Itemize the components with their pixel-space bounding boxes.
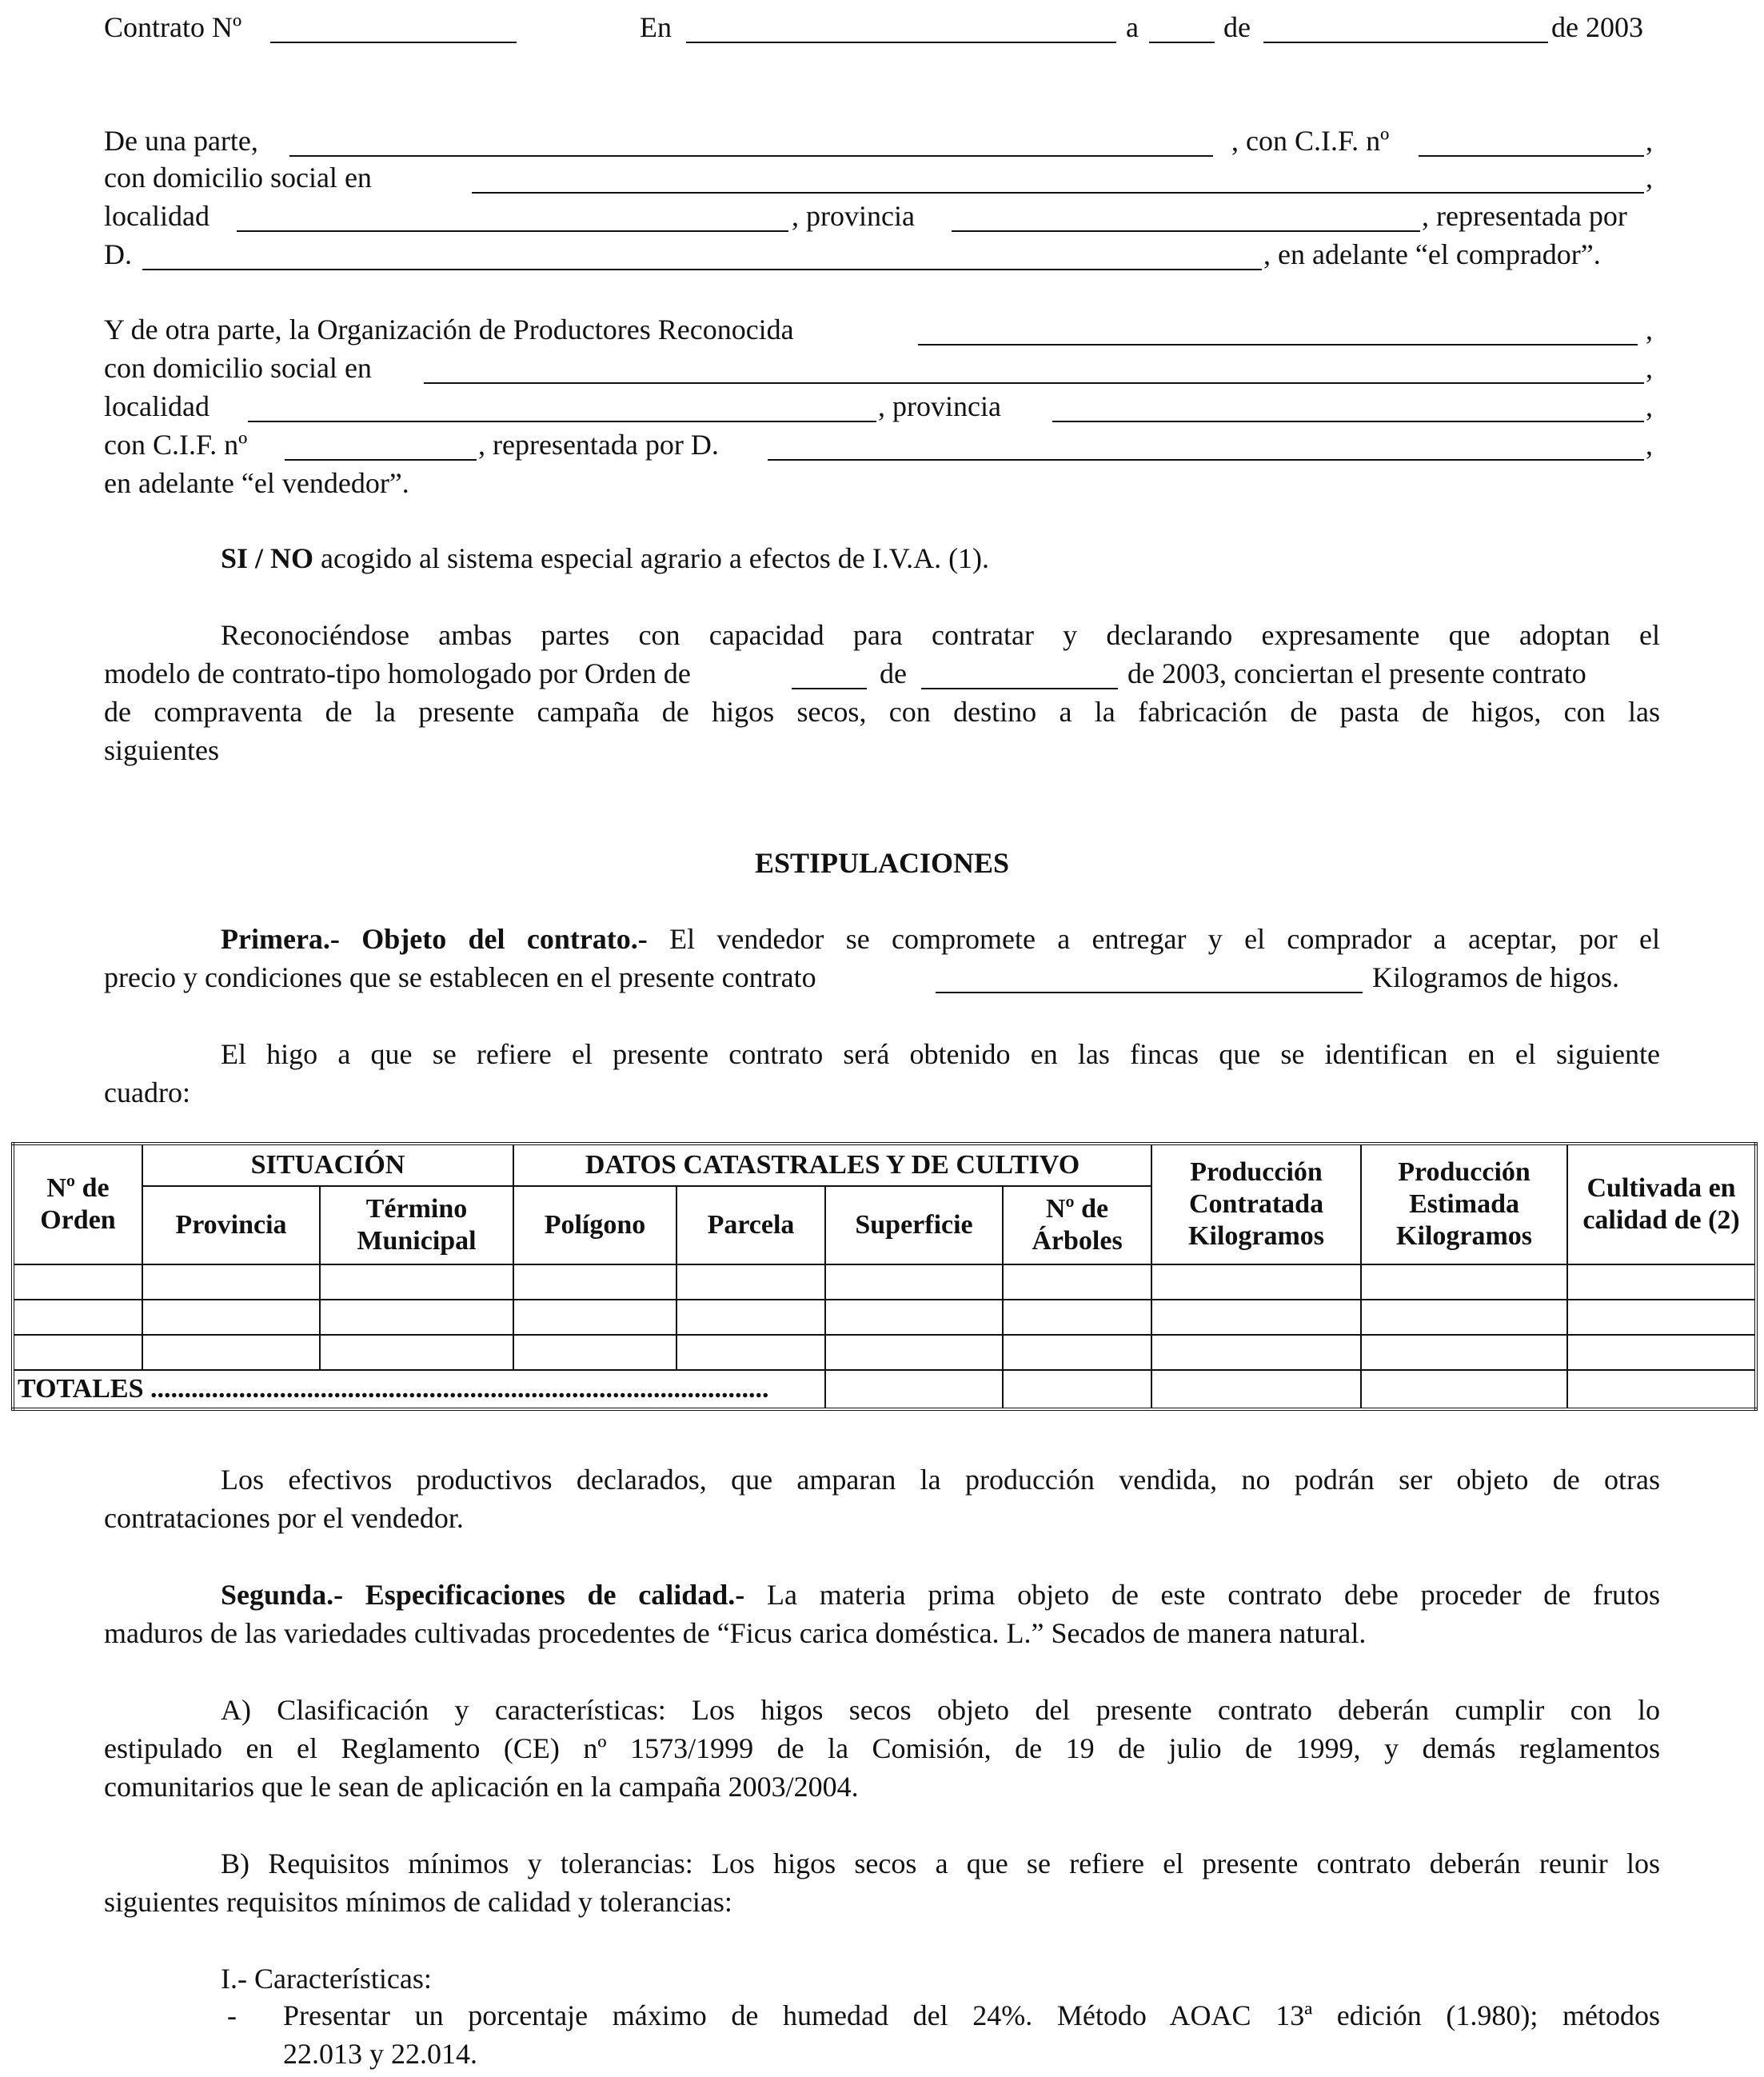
table-cell[interactable] — [320, 1300, 513, 1335]
buyer-domicilio-label: con domicilio social en — [104, 162, 372, 194]
day-blank[interactable] — [1149, 42, 1215, 43]
efectivos-line-1: Los efectivos productivos declarados, que amparan la producción vendida, no podrán ser objeto de otras — [221, 1464, 1660, 1496]
total-cultivada[interactable] — [1567, 1370, 1756, 1409]
comma: , — [1646, 390, 1653, 422]
de-label: de — [1223, 11, 1251, 43]
intro-line-4: siguientes — [104, 734, 219, 766]
col-cultivada: Cultivada en calidad de (2) — [1567, 1144, 1756, 1264]
comma: , — [1646, 352, 1653, 384]
seller-provincia-blank[interactable] — [1052, 421, 1644, 422]
si-no-option[interactable]: SI / NO — [221, 542, 314, 574]
table-cell[interactable] — [1151, 1335, 1361, 1370]
seller-provincia-label: , provincia — [878, 390, 1001, 422]
total-superficie[interactable] — [825, 1370, 1003, 1409]
group-situacion: SITUACIÓN — [142, 1144, 513, 1186]
col-provincia: Provincia — [142, 1186, 320, 1264]
comma: , — [1646, 429, 1653, 461]
totales-label: TOTALES ........................................................................................... — [13, 1370, 825, 1409]
col-produccion-estimada: Producción Estimada Kilogramos — [1361, 1144, 1567, 1264]
seller-localidad-blank[interactable] — [248, 421, 876, 422]
place-blank[interactable] — [686, 42, 1116, 43]
table-cell[interactable] — [142, 1335, 320, 1370]
segunda-title: Segunda.- Especificaciones de calidad.- — [221, 1579, 745, 1611]
table-row — [13, 1300, 1756, 1335]
seller-intro: Y de otra parte, la Organización de Productores Reconocida — [104, 314, 794, 346]
seller-domicilio-label: con domicilio social en — [104, 352, 372, 384]
table-cell[interactable] — [1003, 1264, 1151, 1300]
table-cell[interactable] — [1003, 1335, 1151, 1370]
total-produccion-estimada[interactable] — [1361, 1370, 1567, 1409]
contrato-number-blank[interactable] — [270, 42, 517, 43]
requisitos-line-1: B) Requisitos mínimos y tolerancias: Los higos secos a que se refiere el presente contrato deberán reunir los — [221, 1847, 1660, 1879]
seller-domicilio-blank[interactable] — [424, 382, 1644, 384]
col-produccion-contratada: Producción Contratada Kilogramos — [1151, 1144, 1361, 1264]
comma: , — [1646, 162, 1653, 194]
intro-line-2c: de 2003, conciertan el presente contrato — [1127, 657, 1586, 689]
segunda-line-2: maduros de las variedades cultivadas procedentes de “Ficus carica doméstica. L.” Secados de manera natural. — [104, 1617, 1367, 1649]
group-datos-catastrales: DATOS CATASTRALES Y DE CULTIVO — [513, 1144, 1151, 1186]
primera-line-2b: Kilogramos de higos. — [1372, 961, 1619, 993]
kilograms-blank[interactable] — [936, 992, 1363, 993]
buyer-provincia-label: , provincia — [792, 200, 915, 232]
fincas-table — [11, 1142, 1758, 1411]
table-row — [13, 1335, 1756, 1370]
seller-vendedor-label: en adelante “el vendedor”. — [104, 467, 409, 499]
table-cell[interactable] — [676, 1335, 825, 1370]
intro-line-2a: modelo de contrato-tipo homologado por Orden de — [104, 657, 691, 689]
buyer-representative-blank[interactable] — [142, 269, 1262, 270]
a-label: a — [1126, 11, 1139, 43]
segunda-text: La materia prima objeto de este contrato debe proceder de frutos — [744, 1579, 1661, 1611]
col-num-orden: Nº de Orden — [13, 1144, 142, 1264]
year-label: de 2003 — [1551, 11, 1643, 43]
col-arboles: Nº de Árboles — [1003, 1186, 1151, 1264]
col-parcela: Parcela — [676, 1186, 825, 1264]
seller-representada-label: , representada por D. — [478, 429, 719, 461]
month-blank[interactable] — [1263, 42, 1548, 43]
orden-day-blank[interactable] — [792, 688, 867, 689]
caracteristicas-item-1: Presentar un porcentaje máximo de humedad del 24%. Método AOAC 13ª edición (1.980); métodos — [283, 1999, 1660, 2031]
seller-org-blank[interactable] — [918, 344, 1638, 346]
efectivos-line-2: contrataciones por el vendedor. — [104, 1502, 464, 1534]
buyer-d-label: D. — [104, 238, 132, 270]
caracteristicas-item-1-cont: 22.013 y 22.014. — [283, 2038, 477, 2070]
buyer-intro: De una parte, — [104, 125, 258, 157]
table-cell[interactable] — [1003, 1300, 1151, 1335]
table-row — [13, 1264, 1756, 1300]
caracteristicas-title: I.- Características: — [221, 1963, 432, 1995]
seller-cif-blank[interactable] — [285, 459, 477, 461]
table-cell[interactable] — [320, 1335, 513, 1370]
table-cell[interactable] — [513, 1264, 676, 1300]
col-termino-municipal: Término Municipal — [320, 1186, 513, 1264]
table-cell[interactable] — [1361, 1300, 1567, 1335]
intro-line-3: de compraventa de la presente campaña de higos secos, con destino a la fabricación de pasta de higos, con las — [104, 696, 1660, 728]
table-cell[interactable] — [1361, 1264, 1567, 1300]
clasificacion-line-3: comunitarios que le sean de aplicación en la campaña 2003/2004. — [104, 1771, 859, 1803]
buyer-cif-blank[interactable] — [1419, 155, 1644, 157]
higo-line-2: cuadro: — [104, 1076, 190, 1108]
table-cell[interactable] — [320, 1264, 513, 1300]
requisitos-line-2: siguientes requisitos mínimos de calidad y tolerancias: — [104, 1886, 732, 1918]
comma: , — [1646, 314, 1653, 346]
table-cell[interactable] — [13, 1264, 142, 1300]
table-cell[interactable] — [1361, 1335, 1567, 1370]
estipulaciones-heading: ESTIPULACIONES — [754, 847, 1010, 879]
clasificacion-line-1: A) Clasificación y características: Los higos secos objeto del presente contrato deberán cumplir con lo — [221, 1694, 1660, 1726]
buyer-domicilio-blank[interactable] — [472, 192, 1644, 194]
table-cell[interactable] — [825, 1264, 1003, 1300]
seller-cif-label: con C.I.F. nº — [104, 429, 248, 461]
buyer-cif-label: , con C.I.F. nº — [1231, 125, 1390, 157]
table-cell[interactable] — [825, 1335, 1003, 1370]
table-cell[interactable] — [13, 1335, 142, 1370]
table-cell[interactable] — [13, 1300, 142, 1335]
col-superficie: Superficie — [825, 1186, 1003, 1264]
contrato-label: Contrato Nº — [104, 11, 242, 43]
table-cell[interactable] — [1567, 1300, 1756, 1335]
table-cell[interactable] — [1567, 1335, 1756, 1370]
table-cell[interactable] — [513, 1300, 676, 1335]
list-bullet: - — [227, 1999, 237, 2031]
primera-line-2a: precio y condiciones que se establecen en el presente contrato — [104, 961, 816, 993]
seller-representative-blank[interactable] — [768, 459, 1644, 461]
iva-text: acogido al sistema especial agrario a efectos de I.V.A. (1). — [313, 542, 990, 574]
table-cell[interactable] — [1567, 1264, 1756, 1300]
intro-line-2b: de — [880, 657, 907, 689]
table-cell[interactable] — [142, 1300, 320, 1335]
table-cell[interactable] — [1151, 1300, 1361, 1335]
totals-row — [13, 1370, 1756, 1409]
table-cell[interactable] — [676, 1300, 825, 1335]
buyer-name-blank[interactable] — [289, 155, 1213, 157]
total-arboles[interactable] — [1003, 1370, 1151, 1409]
primera-text: El vendedor se compromete a entregar y el comprador a aceptar, por el — [647, 923, 1661, 955]
clasificacion-line-2: estipulado en el Reglamento (CE) nº 1573/1999 de la Comisión, de 19 de julio de 1999, y demás reglamentos — [104, 1732, 1660, 1764]
orden-month-blank[interactable] — [921, 688, 1118, 689]
comma: , — [1646, 125, 1653, 157]
table-cell[interactable] — [142, 1264, 320, 1300]
table-cell[interactable] — [513, 1335, 676, 1370]
segunda-line-1 — [221, 1576, 1660, 1614]
primera-title: Primera.- Objeto del contrato.- — [221, 923, 648, 955]
primera-line-1 — [221, 920, 1660, 958]
buyer-representada-label: , representada por — [1422, 200, 1627, 232]
table-cell[interactable] — [825, 1300, 1003, 1335]
table-cell[interactable] — [676, 1264, 825, 1300]
buyer-localidad-label: localidad — [104, 200, 210, 232]
intro-line-1: Reconociéndose ambas partes con capacidad para contratar y declarando expresamente que adoptan el — [221, 619, 1660, 651]
buyer-localidad-blank[interactable] — [237, 230, 788, 232]
total-produccion-contratada[interactable] — [1151, 1370, 1361, 1409]
buyer-comprador-label: , en adelante “el comprador”. — [1263, 238, 1601, 270]
en-label: En — [640, 11, 672, 43]
seller-localidad-label: localidad — [104, 390, 210, 422]
buyer-provincia-blank[interactable] — [952, 230, 1420, 232]
table-cell[interactable] — [1151, 1264, 1361, 1300]
higo-line-1: El higo a que se refiere el presente contrato será obtenido en las fincas que se identifican en el siguiente — [221, 1038, 1660, 1070]
col-poligono: Polígono — [513, 1186, 676, 1264]
iva-line — [221, 539, 989, 577]
